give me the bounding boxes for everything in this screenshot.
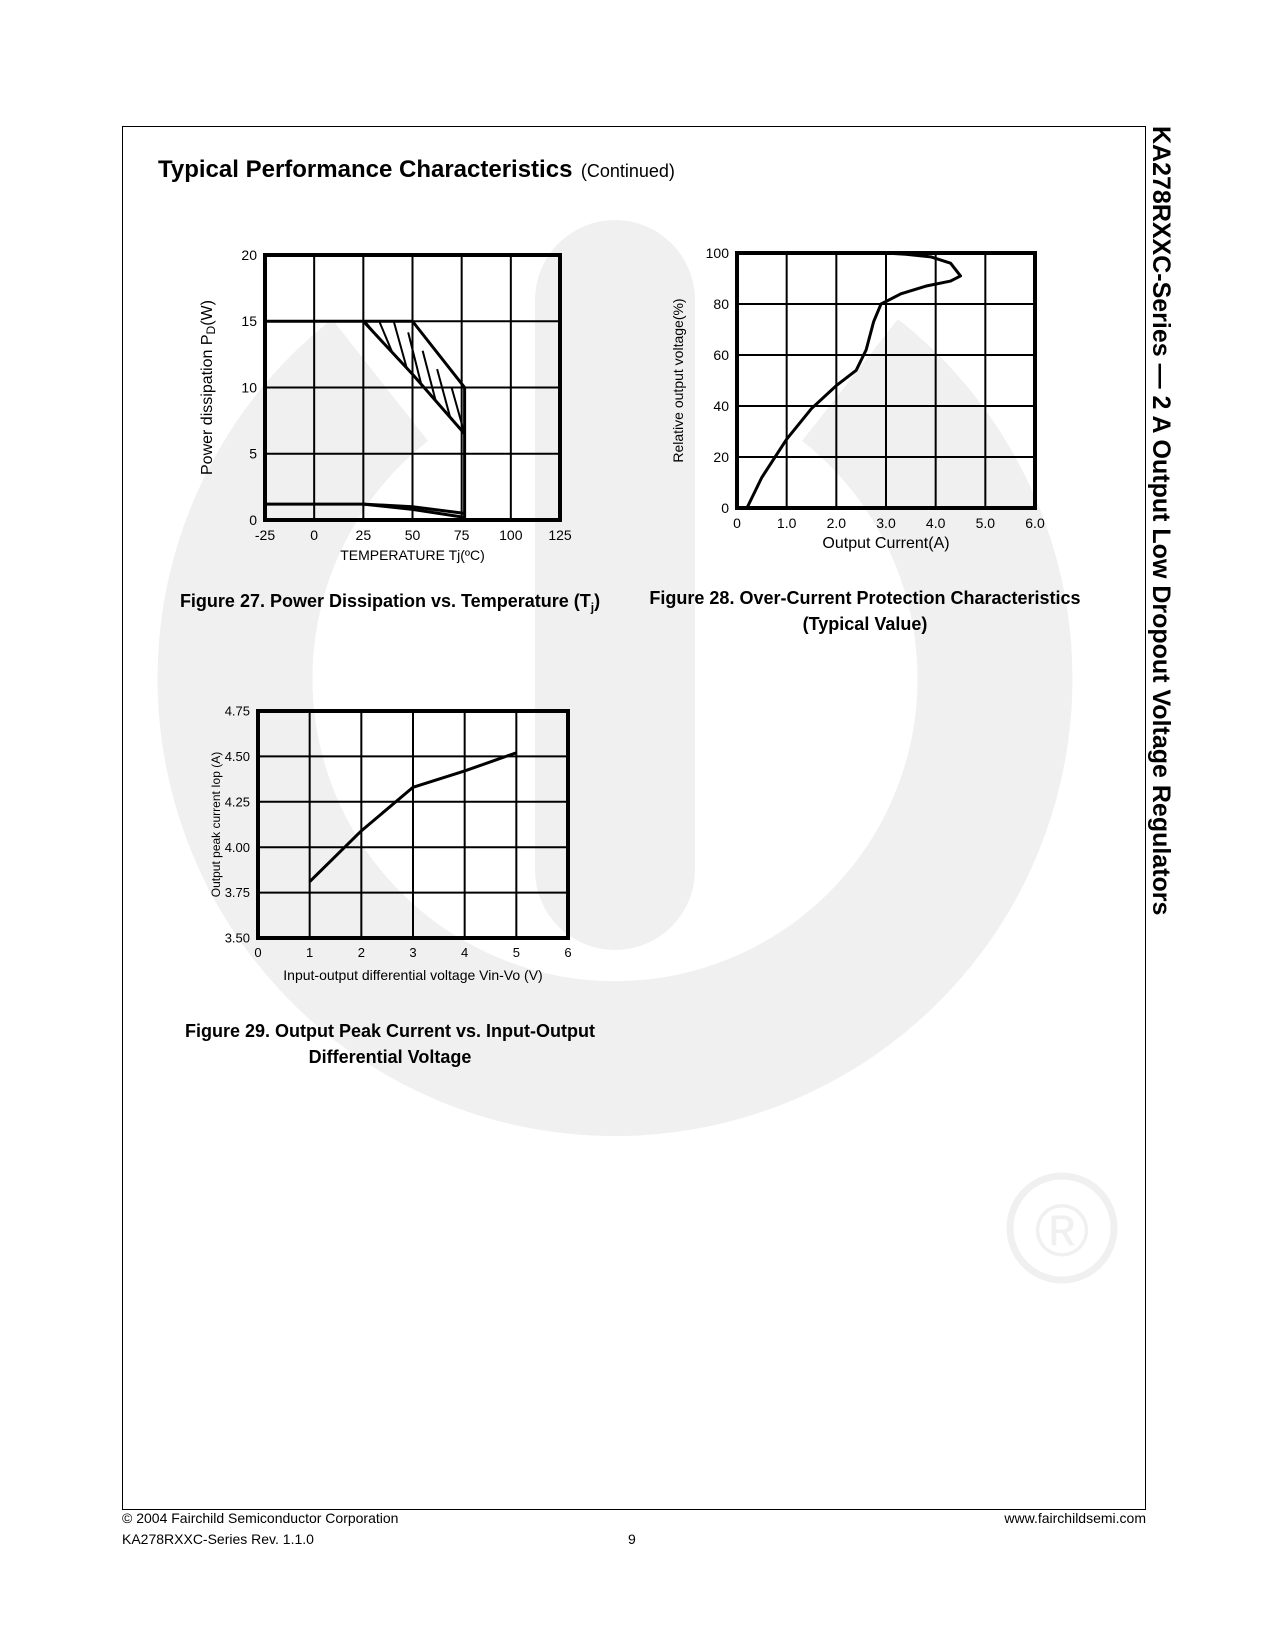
y-tick-label: 0 <box>249 511 257 528</box>
x-tick-label: 1 <box>306 945 314 960</box>
x-axis-label: Input-output differential voltage Vin-Vo (V) <box>283 967 543 983</box>
y-tick-label: 20 <box>713 448 729 465</box>
figure-29-caption <box>160 1018 620 1070</box>
y-tick-label: 5 <box>249 445 257 462</box>
figure-27-caption-close: ) <box>594 591 601 611</box>
figure-28-caption <box>620 585 1110 637</box>
y-tick-label: 15 <box>241 313 257 330</box>
x-tick-label: 6.0 <box>1025 515 1045 531</box>
y-tick-label: 20 <box>241 246 257 263</box>
y-tick-label: 10 <box>241 379 257 396</box>
x-tick-label: 1.0 <box>776 515 797 531</box>
x-tick-label: 6 <box>564 945 572 960</box>
x-tick-label: 100 <box>499 527 523 543</box>
y-axis-label: Relative output voltage(%) <box>670 298 686 463</box>
side-title-text: KA278RXXC-Series — 2 A Output Low Dropout Voltage Regulators <box>1147 126 1175 916</box>
x-tick-label: 0 <box>310 527 319 543</box>
x-tick-label: 0 <box>733 515 741 531</box>
x-tick-label: 3.0 <box>876 515 896 531</box>
figure-29-caption-line2: Differential Voltage <box>308 1047 472 1067</box>
y-tick-label: 3.50 <box>224 930 250 946</box>
y-tick-label: 4.25 <box>224 794 250 810</box>
x-tick-label: 5.0 <box>975 515 996 531</box>
x-tick-label: 5 <box>512 945 520 960</box>
x-tick-label: 4.0 <box>925 515 946 531</box>
x-tick-label: 25 <box>355 527 372 543</box>
x-tick-label: 2.0 <box>826 515 847 531</box>
x-tick-label: 4 <box>461 945 469 960</box>
footer-copyright: © 2004 Fairchild Semiconductor Corporation <box>122 1510 399 1526</box>
y-axis-label: Power dissipation PD(W) <box>199 300 218 475</box>
figure-28-caption-line2: (Typical Value) <box>802 614 928 634</box>
x-tick-label: 75 <box>453 527 470 543</box>
figure-27-caption <box>160 588 620 621</box>
footer-website: www.fairchildsemi.com <box>1004 1510 1146 1526</box>
x-axis-label: TEMPERATURE Tj(ºC) <box>340 547 485 563</box>
x-tick-label: 2 <box>357 945 365 960</box>
y-tick-label: 4.75 <box>224 703 250 719</box>
footer-revision: KA278RXXC-Series Rev. 1.1.0 <box>122 1531 314 1547</box>
x-tick-label: -25 <box>254 527 276 543</box>
figure-29-caption-line1: Figure 29. Output Peak Current vs. Input-Output <box>184 1021 596 1041</box>
y-tick-label: 4.00 <box>224 839 250 855</box>
y-tick-label: 80 <box>713 295 729 312</box>
x-tick-label: 125 <box>548 527 572 543</box>
y-tick-label: 0 <box>721 499 729 516</box>
x-tick-label: 3 <box>409 945 417 960</box>
footer-page-number: 9 <box>628 1531 636 1547</box>
y-tick-label: 3.75 <box>224 885 250 901</box>
section-heading-suffix: (Continued) <box>580 161 675 181</box>
y-tick-label: 40 <box>713 397 729 414</box>
x-tick-label: 50 <box>404 527 421 543</box>
y-tick-label: 100 <box>705 244 729 261</box>
figure-28-caption-line1: Figure 28. Over-Current Protection Characteristics <box>649 588 1081 608</box>
watermark-registered-mark: ® <box>1034 1189 1090 1272</box>
y-axis-label: Output peak current Iop (A) <box>209 751 223 898</box>
y-tick-label: 4.50 <box>224 748 250 764</box>
x-tick-label: 0 <box>254 945 262 960</box>
figure-27-caption-subscript: j <box>590 600 595 615</box>
x-axis-label: Output Current(A) <box>822 535 950 552</box>
figure-27-caption-text: Figure 27. Power Dissipation vs. Temperature (T <box>179 591 591 611</box>
y-tick-label: 60 <box>713 346 729 363</box>
section-heading-title: Typical Performance Characteristics <box>158 156 573 183</box>
